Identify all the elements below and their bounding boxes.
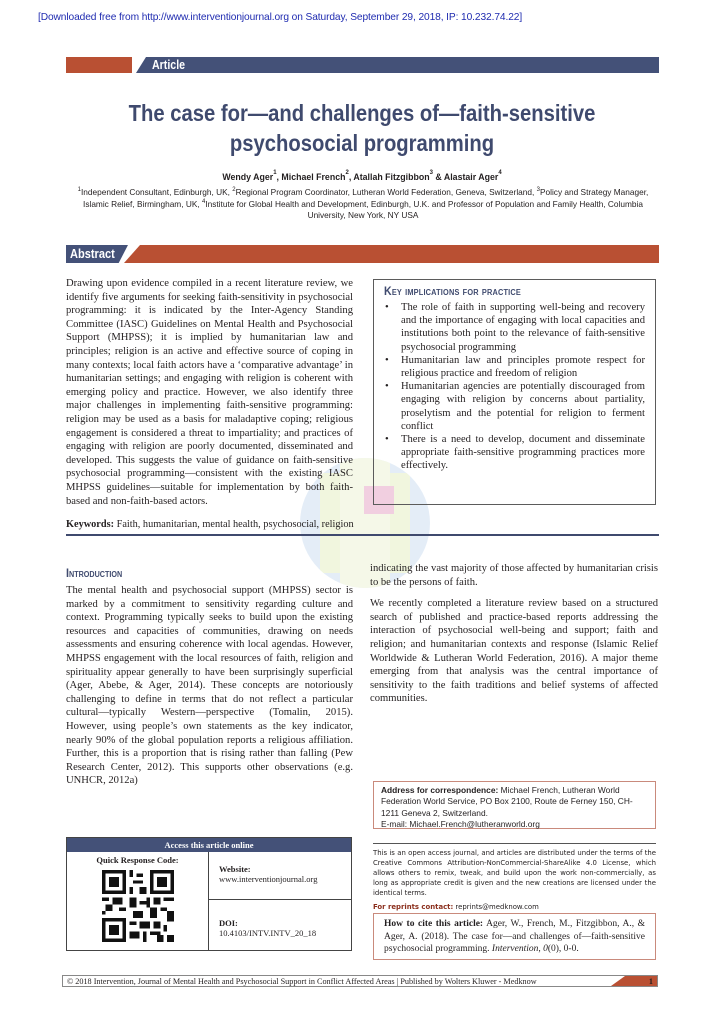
reprints-email[interactable]: reprints@medknow.com bbox=[453, 903, 539, 911]
affil-sup: 4 bbox=[201, 198, 206, 205]
author: Atallah Fitzgibbon bbox=[353, 172, 430, 182]
key-implications-heading: Key implications for practice bbox=[384, 286, 521, 298]
qr-label: Quick Response Code: bbox=[96, 855, 179, 865]
keywords-label: Keywords: bbox=[66, 519, 115, 530]
author: Alastair Ager bbox=[443, 172, 499, 182]
introduction-text: The mental health and psychosocial support (MHPSS) sector is marked by a commitment to sensitivity regarding culture and context. Programming typically seeks to build upon the existing resources and capacities of communities, drawing on needs assessments and ensuring coherence with local agendas. However, MHPSS engagement with the local resources of faith, religion and spirituality appear generally to have been surprisingly superficial (Ager, Abebe, & Ager, 2014). These concepts are notoriously challenging to define in terms that do not reflect a particular cultural—typically Western—perspective (Tomalin, 2015). However, using people’s own statements as the key indicator, nearly 90% of the global population reports a religious affiliation. Further, this is a proportion that is rising rather than falling (Pew Research Center, 2012). This supports other observations (e.g. UNHCR, 2012a) bbox=[66, 585, 353, 787]
abstract-banner bbox=[66, 245, 659, 263]
info-cell bbox=[209, 852, 351, 950]
citation-label: How to cite this article: bbox=[384, 919, 484, 929]
reprints-contact bbox=[373, 903, 539, 911]
author: Wendy Ager bbox=[222, 172, 274, 182]
doi-value[interactable]: 10.4103/INTV.INTV_20_18 bbox=[219, 928, 317, 938]
list-item bbox=[384, 301, 645, 354]
abstract-heading: Abstract bbox=[70, 246, 115, 261]
open-access-notice: This is an open access journal, and articles are distributed under the terms of the Creative Commons Attribution-NonCommercial-ShareAlike 4.0 License, which allows others to remix, tweak, and build upon the work non-commercially, as long as appropriate credit is given and the new creations are licensed under the identical terms. bbox=[373, 849, 656, 897]
page-number: 1 bbox=[648, 977, 653, 986]
title-line: The case for—and challenges of—faith-sensitive bbox=[128, 100, 596, 126]
affil-sup: 1 bbox=[77, 187, 81, 193]
list-item bbox=[384, 354, 645, 380]
list-item-text: There is a need to develop, document and disseminate appropriate faith-sensitive programming practices more effectively. bbox=[401, 434, 645, 472]
footer-copyright: © 2018 Intervention, Journal of Mental Health and Psychosocial Support in Conflict Affected Areas | Published by Wolters Kluwer - Medknow bbox=[67, 977, 537, 986]
keywords bbox=[66, 519, 354, 530]
divider bbox=[373, 843, 656, 844]
author-sup: 2 bbox=[345, 170, 349, 176]
website-cell bbox=[209, 852, 351, 900]
list-item bbox=[384, 433, 645, 473]
author: Michael French bbox=[281, 172, 346, 182]
author-list: Wendy Ager$^1$, Michael French$^2$, Atallah Fitzgibbon$^3$ & Alastair Ager$^4$ bbox=[222, 170, 502, 182]
bullet-icon: • bbox=[385, 381, 389, 393]
page-footer bbox=[62, 975, 658, 987]
qr-cell bbox=[67, 852, 209, 950]
citation-pages: (0), 0-0. bbox=[547, 944, 579, 955]
key-implications-box bbox=[373, 279, 656, 505]
article-banner bbox=[66, 57, 659, 73]
keywords-text: Faith, humanitarian, mental health, psychosocial, religion bbox=[114, 519, 354, 530]
introduction-continued bbox=[370, 562, 658, 714]
qr-code-icon[interactable] bbox=[102, 870, 174, 942]
section-label: Article bbox=[152, 58, 186, 72]
citation-text: , bbox=[538, 944, 544, 955]
affil-sup: 3 bbox=[536, 187, 540, 193]
title-line: psychosocial programming bbox=[229, 130, 495, 156]
abstract-text: Drawing upon evidence compiled in a recent literature review, we identify five arguments for seeking faith-sensitivity in psychosocial programming: it is indicated by the Inter-Agency Standing Committee (IASC) Guidelines on Mental Health and Psychosocial Support (MHPSS); it is implied by humanitarian law and principles; religion is an active and effective source of coping in many contexts; local faith actors have a ‘comparative advantage’ in humanitarian settings; and engaging with religion is coherent with emerging policy and practice. However, we also identify three major challenges in implementing faith-sensitive programming: religion may be used as a basis for maladaptive coping; religious engagement is considered a threat to impartiality; and practices of engaging with religion are poorly documented, disseminated and developed. This suggests the value of guidance on faith-sensitive psychosocial programming—consistent with the existing IASC MHPSS guidelines—suitable for implementation by both faith-based and non-faith-based actors. bbox=[66, 278, 353, 507]
paragraph: indicating the vast majority of those affected by humanitarian crisis to be the persons of faith. bbox=[370, 563, 658, 588]
affiliations bbox=[70, 187, 656, 222]
access-online-box bbox=[66, 837, 352, 951]
banner-bar bbox=[136, 57, 659, 73]
list-item-text: Humanitarian agencies are potentially discouraged from engaging with religion by concerns about partiality, proselytism and the potential for religion to ferment conflict bbox=[401, 381, 645, 432]
correspondence-email[interactable]: E-mail: Michael.French@lutheranworld.org bbox=[381, 818, 540, 829]
paragraph: We recently completed a literature review based on a structured search of published and practice-based reports addressing the interaction of psychosocial well-being and support; faith and religion; and humanitarian contexts and response (Islamic Relief Worldwide & Lutheran World Federation, 2016). A major theme emerging from that analysis was the central importance of sensitivity to the faith traditions and belief systems of affected communities. bbox=[370, 598, 658, 705]
introduction-heading: Introduction bbox=[66, 566, 123, 580]
reprints-label: For reprints contact: bbox=[373, 903, 454, 911]
citation-journal: Intervention bbox=[491, 944, 539, 955]
list-item bbox=[384, 380, 645, 433]
affiliation: Policy and Strategy Manager, Islamic Relief, Birmingham, UK, bbox=[83, 187, 649, 209]
affiliation: Institute for Global Health and Development, Edinburgh, U.K. and Professor of Population and Family Health, Columbia University, New York, NY USA bbox=[205, 198, 643, 220]
citation-volume: 0 bbox=[543, 944, 548, 955]
author-sup: 4 bbox=[498, 170, 502, 176]
affiliation: Regional Program Coordinator, Lutheran World Federation, Geneva, Switzerland, bbox=[235, 187, 537, 197]
bullet-icon: • bbox=[385, 354, 389, 366]
banner-accent bbox=[66, 57, 132, 73]
article-title bbox=[96, 98, 628, 158]
correspondence-label: Address for correspondence: bbox=[381, 785, 499, 795]
correspondence-address: Michael French, Lutheran World Federation World Service, PO Box 2100, Route de Ferney 150, CH-1211 Geneva 2, Switzerland. bbox=[381, 785, 633, 818]
bullet-icon: • bbox=[385, 434, 389, 446]
list-item-text: Humanitarian law and principles promote respect for religious practice and freedom of religion bbox=[401, 354, 645, 380]
banner-accent bbox=[124, 245, 659, 263]
affiliation: Independent Consultant, Edinburgh, UK, bbox=[80, 187, 233, 197]
website-link[interactable]: www.interventionjournal.org bbox=[219, 874, 318, 884]
affil-sup: 2 bbox=[232, 187, 236, 193]
list-item-text: The role of faith in supporting well-being and recovery and the importance of engaging with local capacities and institutions both point to the relevance of faith-sensitive psychosocial programming bbox=[401, 302, 645, 353]
download-note: [Downloaded free from http://www.interventionjournal.org on Saturday, September 29, 2018, IP: 10.232.74.22] bbox=[38, 12, 523, 23]
correspondence-box bbox=[373, 781, 656, 829]
author-sup: 3 bbox=[429, 170, 433, 176]
citation-text: Ager, W., French, M., Fitzgibbon, A., & Ager, A. (2018). The case for—and challenges of—faith-sensitive psychosocial programming. bbox=[384, 919, 645, 955]
doi-label: DOI: bbox=[219, 918, 238, 928]
key-implications-list bbox=[384, 301, 645, 473]
citation-box bbox=[373, 913, 656, 960]
website-label: Website: bbox=[219, 864, 251, 874]
author-sup: 1 bbox=[273, 170, 277, 176]
access-header: Access this article online bbox=[67, 838, 351, 852]
bullet-icon: • bbox=[385, 302, 389, 313]
doi-cell bbox=[209, 900, 351, 938]
divider bbox=[66, 534, 659, 536]
